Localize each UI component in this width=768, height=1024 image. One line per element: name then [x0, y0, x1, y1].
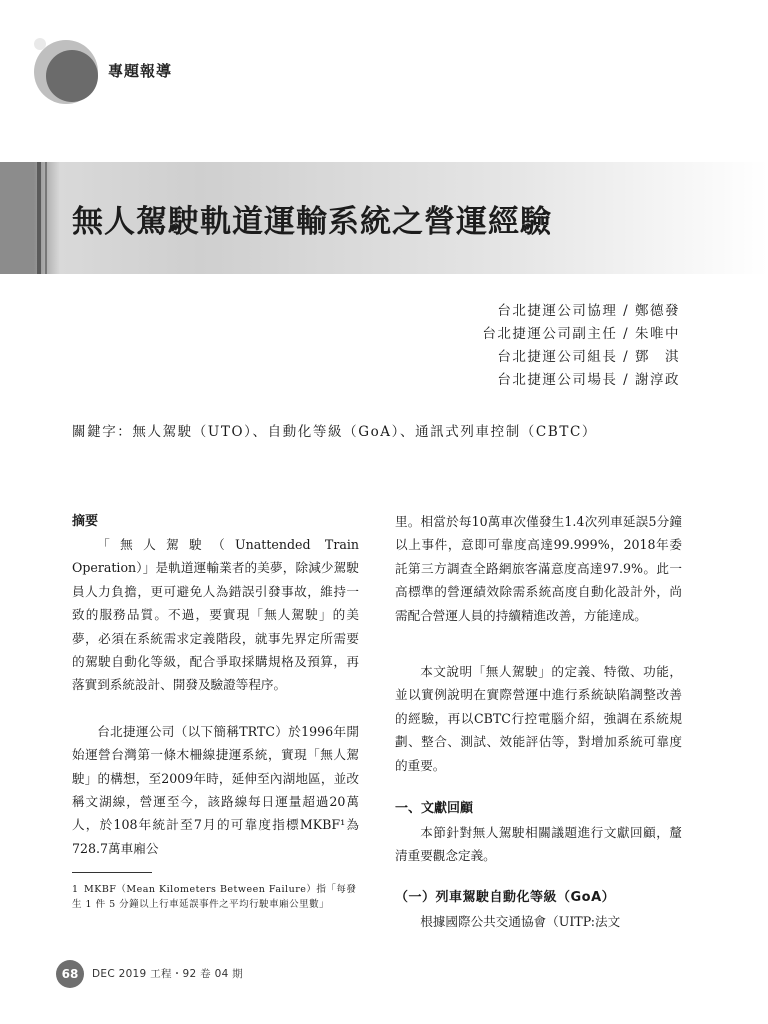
- left-column: [72, 510, 359, 860]
- abstract-heading: 摘要: [72, 514, 99, 529]
- paragraph-gap: [72, 697, 359, 720]
- body-paragraph: 本節針對無人駕駛相關議題進行文獻回顧，釐清重要觀念定義。: [395, 825, 682, 864]
- footnote-text: MKBF（Mean Kilometers Between Failure）指「每發生 1 件 5 分鐘以上行車延誤事件之平均行駛車廂公里數」: [72, 884, 357, 910]
- body-paragraph: 本文說明「無人駕駛」的定義、特徵、功能，並以實例說明在實際營運中進行系統缺陷調整改善的經驗，再以CBTC行控電腦介紹，強調在系統規劃、整合、測試、效能評估等，對增加系統可靠度的重要。: [395, 664, 682, 773]
- section-logo-dot: [34, 38, 46, 50]
- keywords: 關鍵字：無人駕駛（UTO）、自動化等級（GoA）、通訊式列車控制（CBTC）: [72, 424, 597, 440]
- title-band-rule: [37, 162, 41, 274]
- footnote: [72, 882, 360, 912]
- body-paragraph: 里。相當於每10萬車次僅發生1.4次列車延誤5分鐘以上事件，意即可靠度高達99.999%，2018年委託第三方調查全路網旅客滿意度高達97.9%。此一高標準的營運績效除需系統高度自動化設計外，尚需配合營運人員的持續精進改善，方能達成。: [395, 514, 682, 623]
- section-logo-front: [46, 50, 98, 102]
- section-label: 專題報導: [108, 62, 173, 80]
- page-number: 68: [61, 967, 79, 981]
- subsection-heading: （一）列車駕駛自動化等級（GoA）: [395, 889, 616, 905]
- author-line: 台北捷運公司組長 / 鄧 淇: [497, 349, 680, 365]
- paragraph-gap: [395, 650, 682, 660]
- footnote-rule: [72, 872, 152, 873]
- author-line: 台北捷運公司場長 / 謝淳政: [497, 372, 680, 388]
- author-line: 台北捷運公司副主任 / 朱唯中: [482, 326, 680, 342]
- article-title: 無人駕駛軌道運輸系統之營運經驗: [72, 204, 552, 240]
- title-band-rule: [45, 162, 47, 274]
- author-list: [482, 300, 680, 392]
- abstract-paragraph: 台北捷運公司（以下簡稱TRTC）於1996年開始運營台灣第一條木柵線捷運系統，實現「無人駕駛」的構想，至2009年時，延伸至內湖地區，並改稱文湖線，營運至今，該路線每日運量超過20萬人，於108年統計至7月的可靠度指標MKBF¹為728.7萬車廂公: [72, 723, 359, 856]
- paragraph-gap: [395, 627, 682, 650]
- issue-info: DEC 2019 工程・92 卷 04 期: [92, 968, 243, 980]
- footnote-number: 1: [72, 884, 79, 895]
- abstract-paragraph: 「無人駕駛（Unattended Train Operation）」是軌道運輸業者的美夢，除減少駕駛員人力負擔，更可避免人為錯誤引發事故，維持一致的服務品質。不過，要實現「無人駕駛」的美夢，必須在系統需求定義階段，就事先界定所需要的駕駛自動化等級，配合爭取採購規格及預算，再落實到系統設計、開發及驗證等程序。: [72, 537, 359, 693]
- right-column: [395, 510, 682, 933]
- section-heading: 一、文獻回顧: [395, 801, 474, 817]
- author-line: 台北捷運公司協理 / 鄭德發: [497, 303, 680, 319]
- body-paragraph: 根據國際公共交通協會（UITP:法文: [420, 913, 621, 929]
